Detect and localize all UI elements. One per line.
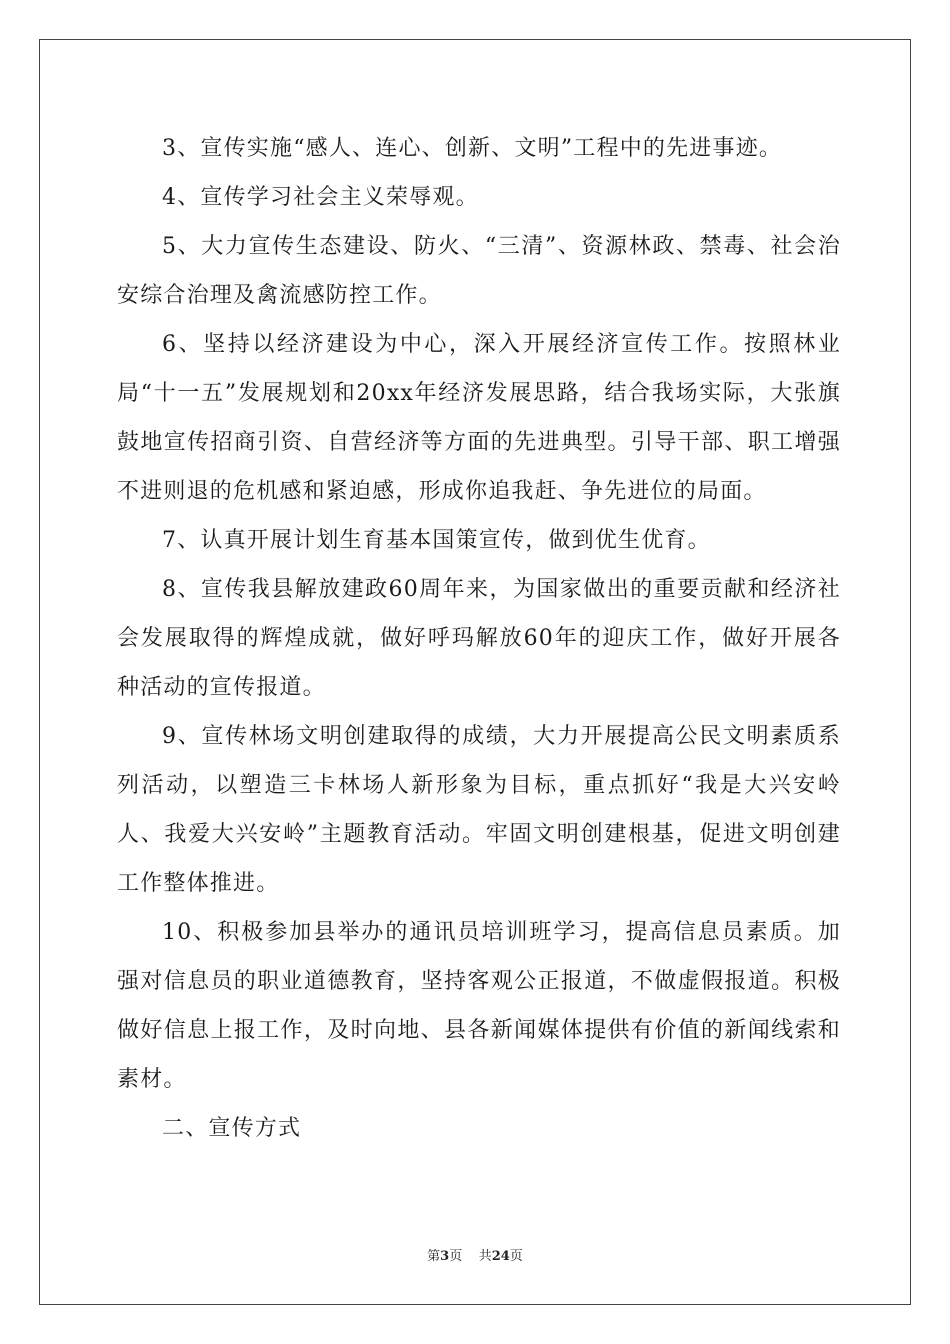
total-prefix: 共 bbox=[478, 1249, 492, 1264]
page-prefix: 第 bbox=[427, 1249, 441, 1264]
paragraph-item-4: 4、宣传学习社会主义荣辱观。 bbox=[162, 185, 479, 210]
paragraph-item-10: 10、积极参加县举办的通讯员培训班学习，提高信息员素质。加强对信息员的职业道德教育，坚持客观公正报道，不做虚假报道。积极做好信息上报工作，及时向地、县各新闻媒体提供有价值的新闻线索和素材。 bbox=[117, 920, 841, 1092]
page-suffix: 页 bbox=[449, 1249, 463, 1264]
page-footer bbox=[0, 1245, 950, 1264]
total-pages: 24 bbox=[491, 1249, 510, 1264]
paragraph-item-6: 6、坚持以经济建设为中心，深入开展经济宣传工作。按照林业局“十一五”发展规划和20xx年经济发展思路，结合我场实际，大张旗鼓地宣传招商引资、自营经济等方面的先进典型。引导干部、职工增强不进则退的危机感和紧迫感，形成你追我赶、争先进位的局面。 bbox=[117, 332, 841, 504]
paragraph-item-8: 8、宣传我县解放建政60周年来，为国家做出的重要贡献和经济社会发展取得的辉煌成就，做好呼玛解放60年的迎庆工作，做好开展各种活动的宣传报道。 bbox=[117, 577, 841, 700]
paragraph-item-3: 3、宣传实施“感人、连心、创新、文明”工程中的先进事迹。 bbox=[162, 136, 783, 161]
total-suffix: 页 bbox=[509, 1249, 523, 1264]
page-number: 3 bbox=[440, 1249, 450, 1264]
paragraph-item-9: 9、宣传林场文明创建取得的成绩，大力开展提高公民文明素质系列活动，以塑造三卡林场人新形象为目标，重点抓好“我是大兴安岭人、我爱大兴安岭”主题教育活动。牢固文明创建根基，促进文明创建工作整体推进。 bbox=[117, 724, 841, 896]
paragraph-item-7: 7、认真开展计划生育基本国策宣传，做到优生优育。 bbox=[162, 528, 711, 553]
paragraph-item-5: 5、大力宣传生态建设、防火、“三清”、资源林政、禁毒、社会治安综合治理及禽流感防控工作。 bbox=[117, 234, 841, 308]
section-heading: 二、宣传方式 bbox=[162, 1116, 302, 1141]
document-body bbox=[117, 124, 841, 1153]
